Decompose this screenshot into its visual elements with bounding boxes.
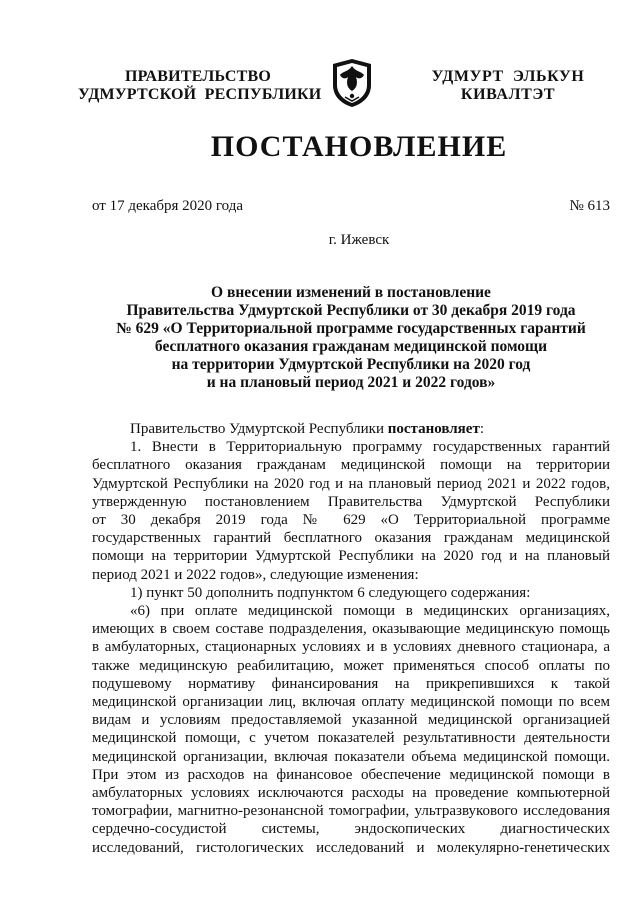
- heading-line: на территории Удмуртской Республики на 2020 год: [171, 356, 531, 373]
- body-line: видам и условиям предоставляемой указанной медицинской организацией: [92, 712, 610, 729]
- body-line: имеющих в своем составе подразделения, оказывающие медицинскую помощь: [92, 621, 610, 638]
- body-line: исследований, гистологических исследований и молекулярно-генетических: [92, 839, 610, 856]
- body-line: Удмуртской Республики на 2020 год и на плановый период 2021 и 2022 годов,: [92, 475, 610, 492]
- document-number: № 613: [569, 198, 610, 214]
- issuer-udm-line1: УДМУРТ ЭЛЬКУН: [431, 68, 585, 85]
- body-line: При этом из расходов на финансовое обеспечение медицинской помощи в: [92, 766, 610, 783]
- body-line: сердечно-сосудистой системы, эндоскопических диагностических: [92, 821, 610, 838]
- heading-line: О внесении изменений в постановление: [211, 284, 491, 301]
- body-line: утвержденную постановлением Правительства Удмуртской Республики: [92, 493, 610, 510]
- intro-bold-verb: постановляет: [387, 421, 480, 437]
- heading-line: Правительства Удмуртской Республики от 30 декабря 2019 года: [126, 302, 576, 319]
- heading-line: № 629 «О Территориальной программе государственных гарантий: [116, 320, 586, 337]
- udmurt-emblem-icon: [327, 57, 377, 109]
- heading-line: бесплатного оказания гражданам медицинской помощи: [154, 338, 548, 355]
- body-line: медицинской помощи, с учетом показателей результативности деятельности: [92, 730, 610, 747]
- heading-line: и на плановый период 2021 и 2022 годов»: [206, 374, 496, 391]
- intro-text: Правительство Удмуртской Республики: [130, 421, 388, 437]
- document-city: г. Ижевск: [328, 232, 390, 248]
- document-heading: [92, 284, 610, 392]
- document-date: от 17 декабря 2020 года: [92, 198, 244, 214]
- body-line: также медицинскую реабилитацию, может применяться способ оплаты по: [92, 657, 610, 674]
- issuer-ru-line2: УДМУРТСКОЙ РЕСПУБЛИКИ: [78, 86, 322, 103]
- body-line: государственных гарантий бесплатного оказания гражданам медицинской: [92, 530, 610, 547]
- body-line: 1. Внести в Территориальную программу государственных гарантий: [130, 439, 610, 456]
- body-line: 1) пункт 50 дополнить подпунктом 6 следующего содержания:: [130, 584, 531, 601]
- body-line: бесплатного оказания гражданам медицинской помощи на территории: [92, 457, 610, 474]
- intro-colon: :: [479, 421, 484, 437]
- body-line: в амбулаторных, стационарных условиях и в условиях дневного стационара, а: [92, 639, 610, 656]
- body-line: медицинской организации лиц, включая оплату медицинской помощи по всем: [92, 694, 610, 711]
- issuer-name-udmurt: [408, 68, 608, 104]
- body-lines: [92, 438, 610, 857]
- body-intro: [92, 420, 610, 438]
- body-line: период 2021 и 2022 годов», следующие изменения:: [92, 566, 419, 583]
- issuer-ru-line1: ПРАВИТЕЛЬСТВО: [124, 68, 272, 85]
- document-body: [92, 420, 610, 857]
- body-line: томографии, магнитно-резонансной томографии, ультразвукового исследования: [92, 803, 610, 820]
- body-line: подушевому нормативу финансирования на прикрепившихся к такой: [92, 675, 610, 692]
- body-line: медицинской организации, включая показатели объема медицинской помощи.: [92, 748, 610, 765]
- body-line: помощи на территории Удмуртской Республики на 2020 год и на плановый: [92, 548, 610, 565]
- issuer-udm-line2: КИВАЛТЭТ: [460, 86, 556, 103]
- document-type-title: ПОСТАНОВЛЕНИЕ: [210, 130, 508, 163]
- body-line: «6) при оплате медицинской помощи в медицинских организациях,: [130, 603, 610, 620]
- issuer-name-russian: [78, 68, 322, 104]
- body-line: от 30 декабря 2019 года № 629 «О Территориальной программе: [92, 512, 610, 529]
- body-line: амбулаторных условиях исключаются расходы на проведение компьютерной: [92, 785, 610, 802]
